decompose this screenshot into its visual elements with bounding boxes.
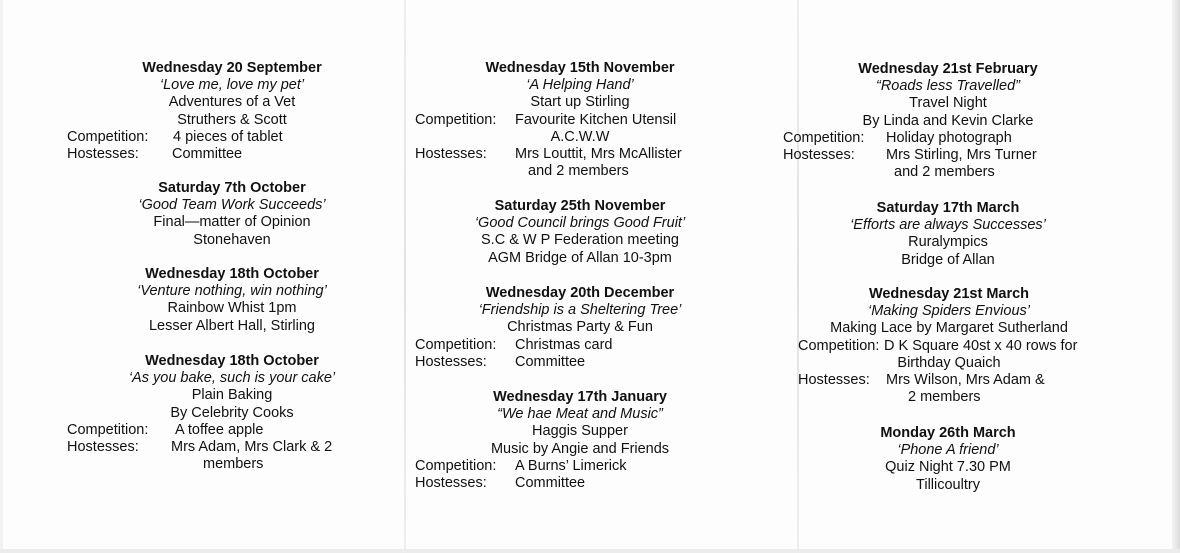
hostesses-value: Mrs Stirling, Mrs Turner [886,147,1037,164]
competition-value: A Burns’ Limerick [515,457,627,474]
event-line: A.C.W.W [550,128,610,145]
event-block [415,285,745,371]
event-block [798,286,1100,406]
event-line: Start up Stirling [530,94,630,111]
competition-row [415,337,745,354]
event-heading: Saturday 7th October [158,180,306,196]
event-heading: Wednesday 21st March [868,286,1030,302]
competition-label: Competition: [67,421,149,438]
hostesses-row [67,439,397,456]
page-edge [1172,0,1180,553]
competition-row [67,422,397,439]
hostesses-label: Hostesses: [783,147,855,164]
event-tagline: ‘As you bake, such is your cake’ [128,370,336,387]
event-line: Tillicoultry [916,476,980,493]
hostesses-continuation [798,389,1100,406]
event-heading: Wednesday 18th October [145,353,319,369]
hostesses-row [798,372,1100,389]
hostesses-label: Hostesses: [67,439,139,456]
event-heading: Saturday 25th November [494,198,666,214]
competition-row [798,338,1100,355]
event-block [415,389,745,492]
event-line: Struthers & Scott [177,111,287,128]
event-heading: Wednesday 18th October [145,266,319,282]
competition-value: Holiday photograph [886,129,1012,146]
hostesses-value-cont: and 2 members [894,164,995,181]
event-block [67,266,397,335]
event-line: Lesser Albert Hall, Stirling [148,317,315,334]
competition-label: Competition: [798,337,880,354]
competition-row [67,129,397,146]
competition-value: D K Square 40st x 40 rows for [884,337,1078,354]
event-tagline: ‘Efforts are always Successes’ [850,217,1046,234]
event-block [783,61,1113,181]
event-line: Quiz Night 7.30 PM [885,459,1011,476]
competition-value: 4 pieces of tablet [173,128,283,145]
competition-row [415,458,745,475]
competition-value: Christmas card [515,336,613,353]
event-heading: Wednesday 17th January [493,389,667,405]
event-tagline: ‘Venture nothing, win nothing’ [137,283,327,300]
hostesses-row [67,146,397,163]
event-line: AGM Bridge of Allan 10-3pm [488,249,672,266]
event-heading: Wednesday 15th November [485,60,675,76]
event-line: Bridge of Allan [901,251,995,268]
hostesses-label: Hostesses: [415,353,487,370]
hostesses-row [415,146,745,163]
event-line: Stonehaven [193,231,271,248]
event-line: Final—matter of Opinion [153,214,311,231]
event-tagline: ‘Good Team Work Succeeds’ [138,197,326,214]
event-line: Ruralympics [908,234,988,251]
hostesses-value: Committee [515,353,586,370]
competition-row [415,112,745,129]
event-line: Adventures of a Vet [168,94,296,111]
event-heading: Wednesday 21st February [858,61,1038,77]
event-line: Making Lace by Margaret Sutherland [830,320,1068,337]
event-tagline: “Roads less Travelled” [876,78,1020,95]
hostesses-continuation [415,163,745,180]
hostesses-row [415,354,745,371]
event-line: Plain Baking [191,387,273,404]
event-tagline: ‘A Helping Hand’ [526,77,634,94]
event-line: Rainbow Whist 1pm [167,300,297,317]
event-tagline: “We hae Meat and Music” [497,406,663,423]
event-line: S.C & W P Federation meeting [481,232,679,249]
hostesses-value: Mrs Adam, Mrs Clark & 2 [171,439,333,456]
hostesses-value: Mrs Wilson, Mrs Adam & [886,372,1045,389]
event-block [67,180,397,249]
event-tagline: ‘Making Spiders Envious’ [868,303,1030,320]
event-line: Christmas Party & Fun [507,319,653,336]
competition-label: Competition: [415,111,497,128]
hostesses-label: Hostesses: [415,475,487,492]
event-tagline: ‘Good Council brings Good Fruit’ [474,215,686,232]
hostesses-value-cont: 2 members [908,389,981,406]
page-edge [0,549,1180,553]
event-heading: Monday 26th March [880,425,1016,441]
event-block [415,198,745,267]
page-edge [0,0,3,553]
event-block [415,60,745,180]
hostesses-label: Hostesses: [798,372,870,389]
competition-label: Competition: [415,336,497,353]
hostesses-label: Hostesses: [415,146,487,163]
event-line: Haggis Supper [532,423,628,440]
event-heading: Wednesday 20 September [142,60,322,76]
event-block [783,200,1113,269]
competition-value: Favourite Kitchen Utensil [515,111,677,128]
event-tagline: ‘Phone A friend’ [897,442,999,459]
fold-line [404,0,406,553]
event-heading: Saturday 17th March [876,200,1020,216]
event-line: By Celebrity Cooks [170,404,294,421]
event-tagline: ‘Friendship is a Sheltering Tree’ [478,302,682,319]
competition-value: A toffee apple [175,421,264,438]
competition-label: Competition: [783,129,865,146]
event-tagline: ‘Love me, love my pet’ [159,77,305,94]
hostesses-continuation [783,164,1113,181]
event-line: Travel Night [909,95,987,112]
hostesses-row [783,147,1113,164]
event-line: Music by Angie and Friends [490,440,670,457]
hostesses-value: Mrs Louttit, Mrs McAllister [515,146,682,163]
hostesses-label: Hostesses: [67,146,139,163]
competition-label: Competition: [67,128,149,145]
hostesses-value-cont: and 2 members [528,163,629,180]
event-heading: Wednesday 20th December [485,285,675,301]
hostesses-continuation [67,456,397,473]
hostesses-value: Committee [172,146,243,163]
event-block [67,60,397,163]
event-block [783,425,1113,494]
event-line: Birthday Quaich [897,354,1001,371]
event-block [67,353,397,473]
competition-label: Competition: [415,457,497,474]
hostesses-value-cont: members [203,456,264,473]
competition-row [783,130,1113,147]
event-line: By Linda and Kevin Clarke [862,112,1034,129]
hostesses-row [415,475,745,492]
hostesses-value: Committee [515,475,586,492]
